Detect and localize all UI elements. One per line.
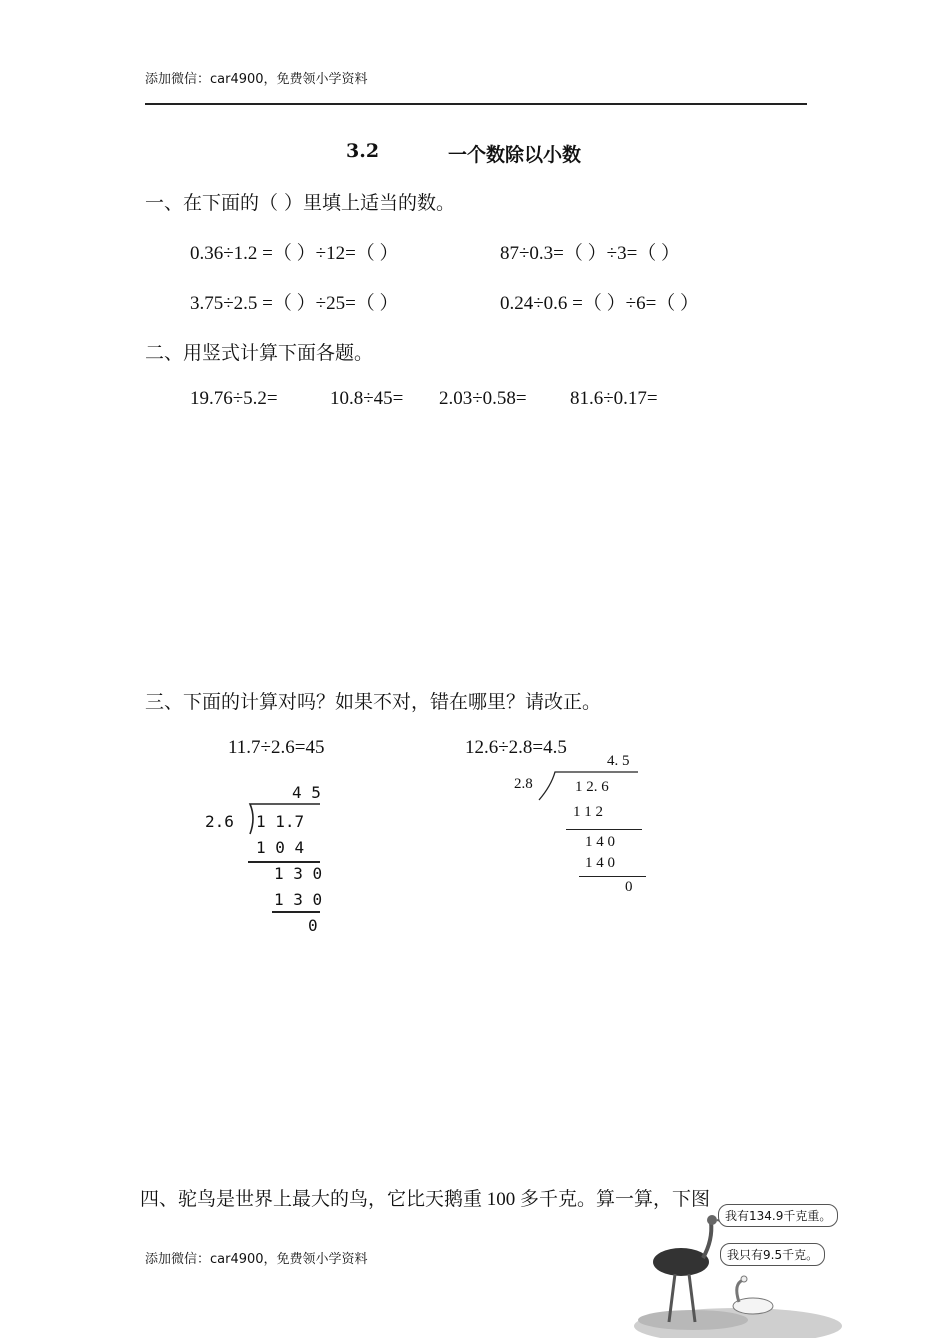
s3-right-quotient: 4. 5 bbox=[607, 753, 630, 769]
page-title: 一个数除以小数 bbox=[448, 144, 582, 166]
s3-left-dividend: 1 1.7 bbox=[256, 812, 305, 831]
section2-heading: 二、用竖式计算下面各题。 bbox=[145, 342, 374, 364]
ostrich-swan-illustration bbox=[633, 1210, 843, 1338]
s3-left-equation: 11.7÷2.6=45 bbox=[228, 737, 325, 758]
s3-right-rule-2 bbox=[579, 876, 646, 877]
section3-heading: 三、下面的计算对吗？如果不对，错在哪里？请改正。 bbox=[145, 691, 602, 713]
s1-row2-right: 0.24÷0.6 =（ ）÷6=（ ） bbox=[500, 293, 700, 314]
s2-problem-3: 2.03÷0.58= bbox=[439, 388, 527, 409]
s3-left-line-3: 1 3 0 bbox=[274, 890, 323, 909]
s3-right-line-2: 1 4 0 bbox=[585, 834, 615, 850]
s1-row1-right: 87÷0.3=（ ）÷3=（ ） bbox=[500, 243, 681, 264]
section4-heading: 四、驼鸟是世界上最大的鸟，它比天鹅重 100 多千克。算一算，下图 bbox=[140, 1189, 711, 1210]
s1-row1-left: 0.36÷1.2 =（ ）÷12=（ ） bbox=[190, 243, 399, 264]
s3-left-line-2: 1 3 0 bbox=[274, 864, 323, 883]
footer-watermark: 添加微信：car4900，免费领小学资料 bbox=[145, 1252, 368, 1267]
s3-right-line-1: 1 1 2 bbox=[573, 804, 603, 820]
s3-left-rule-2 bbox=[272, 911, 320, 913]
s3-right-remainder: 0 bbox=[625, 879, 633, 895]
header-rule bbox=[145, 103, 807, 105]
s2-problem-4: 81.6÷0.17= bbox=[570, 388, 658, 409]
header-watermark: 添加微信：car4900，免费领小学资料 bbox=[145, 72, 368, 87]
speech-bubble-ostrich: 我有134.9千克重。 bbox=[718, 1204, 838, 1227]
section1-heading: 一、在下面的（ ）里填上适当的数。 bbox=[145, 192, 456, 214]
s3-right-dividend: 1 2. 6 bbox=[575, 779, 609, 795]
s3-left-remainder: 0 bbox=[308, 916, 318, 935]
s3-left-bracket bbox=[230, 800, 325, 838]
title-number: 3.2 bbox=[346, 140, 380, 162]
s3-right-equation: 12.6÷2.8=4.5 bbox=[465, 737, 567, 758]
speech-bubble-swan: 我只有9.5千克。 bbox=[720, 1243, 825, 1266]
s3-right-divisor: 2.8 bbox=[514, 776, 533, 792]
s2-problem-2: 10.8÷45= bbox=[330, 388, 404, 409]
s3-right-rule-1 bbox=[566, 829, 642, 830]
s3-right-line-3: 1 4 0 bbox=[585, 855, 615, 871]
s1-row2-left: 3.75÷2.5 =（ ）÷25=（ ） bbox=[190, 293, 399, 314]
s3-left-quotient: 4 5 bbox=[292, 783, 321, 802]
s3-left-line-1: 1 0 4 bbox=[256, 838, 305, 857]
s3-left-rule-1 bbox=[248, 861, 320, 863]
s2-problem-1: 19.76÷5.2= bbox=[190, 388, 278, 409]
s3-left-divisor: 2.6 bbox=[205, 812, 234, 831]
